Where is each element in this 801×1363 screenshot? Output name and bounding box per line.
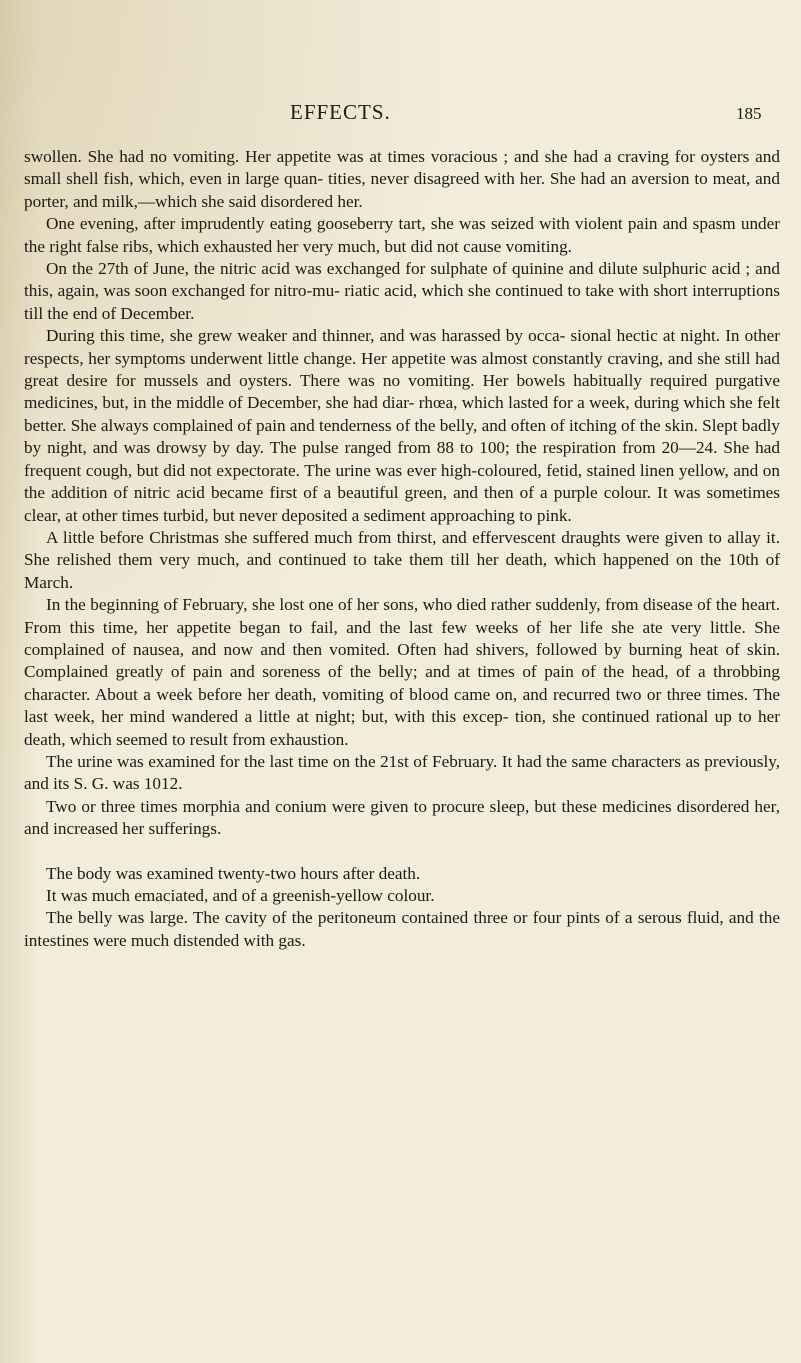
body-text	[24, 146, 780, 952]
paragraph: In the beginning of February, she lost one of her sons, who died rather suddenly, from disease of the heart. From this time, her appetite began to fail, and the last few weeks of her life she ate very little. She complained of nausea, and now and then vomited. Often had shivers, followed by burning heat of skin. Complained greatly of pain and soreness of the belly; and at times of pain of the head, of a throbbing character. About a week before her death, vomiting of blood came on, and recurred two or three times. The last week, her mind wandered a little at night; but, with this excep- tion, she continued rational up to her death, which seemed to result from exhaustion.	[24, 595, 780, 749]
running-title: EFFECTS.	[290, 100, 391, 124]
paragraph: swollen. She had no vomiting. Her appetite was at times voracious ; and she had a craving for oysters and small shell fish, which, even in large quan- tities, never disagreed with her. She had an aversion to meat, and porter, and milk,—which she said disordered her.	[24, 147, 780, 211]
paragraph: On the 27th of June, the nitric acid was exchanged for sulphate of quinine and dilute sulphuric acid ; and this, again, was soon exchanged for nitro-mu- riatic acid, which she continued to take with short interruptions till the end of December.	[24, 259, 780, 323]
paragraph: During this time, she grew weaker and thinner, and was harassed by occa- sional hectic at night. In other respects, her symptoms underwent little change. Her appetite was almost constantly craving, and she still had great desire for mussels and oysters. There was no vomiting. Her bowels habitually required purgative medicines, but, in the middle of December, she had diar- rhœa, which lasted for a week, during which she felt better. She always complained of pain and tenderness of the belly, and often of itching of the skin. Slept badly by night, and was drowsy by day. The pulse ranged from 88 to 100; the respiration from 20—24. She had frequent cough, but did not expectorate. The urine was ever high-coloured, fetid, stained linen yellow, and on the addition of nitric acid became first of a beautiful green, and then of a purple colour. It was sometimes clear, at other times turbid, but never deposited a sediment approaching to pink.	[24, 326, 780, 525]
paragraph: The belly was large. The cavity of the peritoneum contained three or four pints of a serous fluid, and the intestines were much distended with gas.	[24, 908, 780, 950]
paragraph: A little before Christmas she suffered much from thirst, and effervescent draughts were given to allay it. She relished them very much, and continued to take them till her death, which happened on the 10th of March.	[24, 527, 780, 592]
paragraph: The urine was examined for the last time on the 21st of February. It had the same characters as previously, and its S. G. was 1012.	[24, 751, 780, 794]
paragraph: One evening, after imprudently eating gooseberry tart, she was seized with violent pain and spasm under the right false ribs, which exhausted her very much, but did not cause vomiting.	[24, 214, 780, 256]
paragraph: It was much emaciated, and of a greenish-yellow colour.	[46, 886, 435, 905]
paragraph: Two or three times morphia and conium were given to procure sleep, but these medicines disordered her, and increased her sufferings.	[24, 796, 780, 839]
page-number: 185	[736, 104, 762, 123]
running-header	[0, 100, 801, 130]
paragraph: The body was examined twenty-two hours after death.	[46, 863, 421, 883]
